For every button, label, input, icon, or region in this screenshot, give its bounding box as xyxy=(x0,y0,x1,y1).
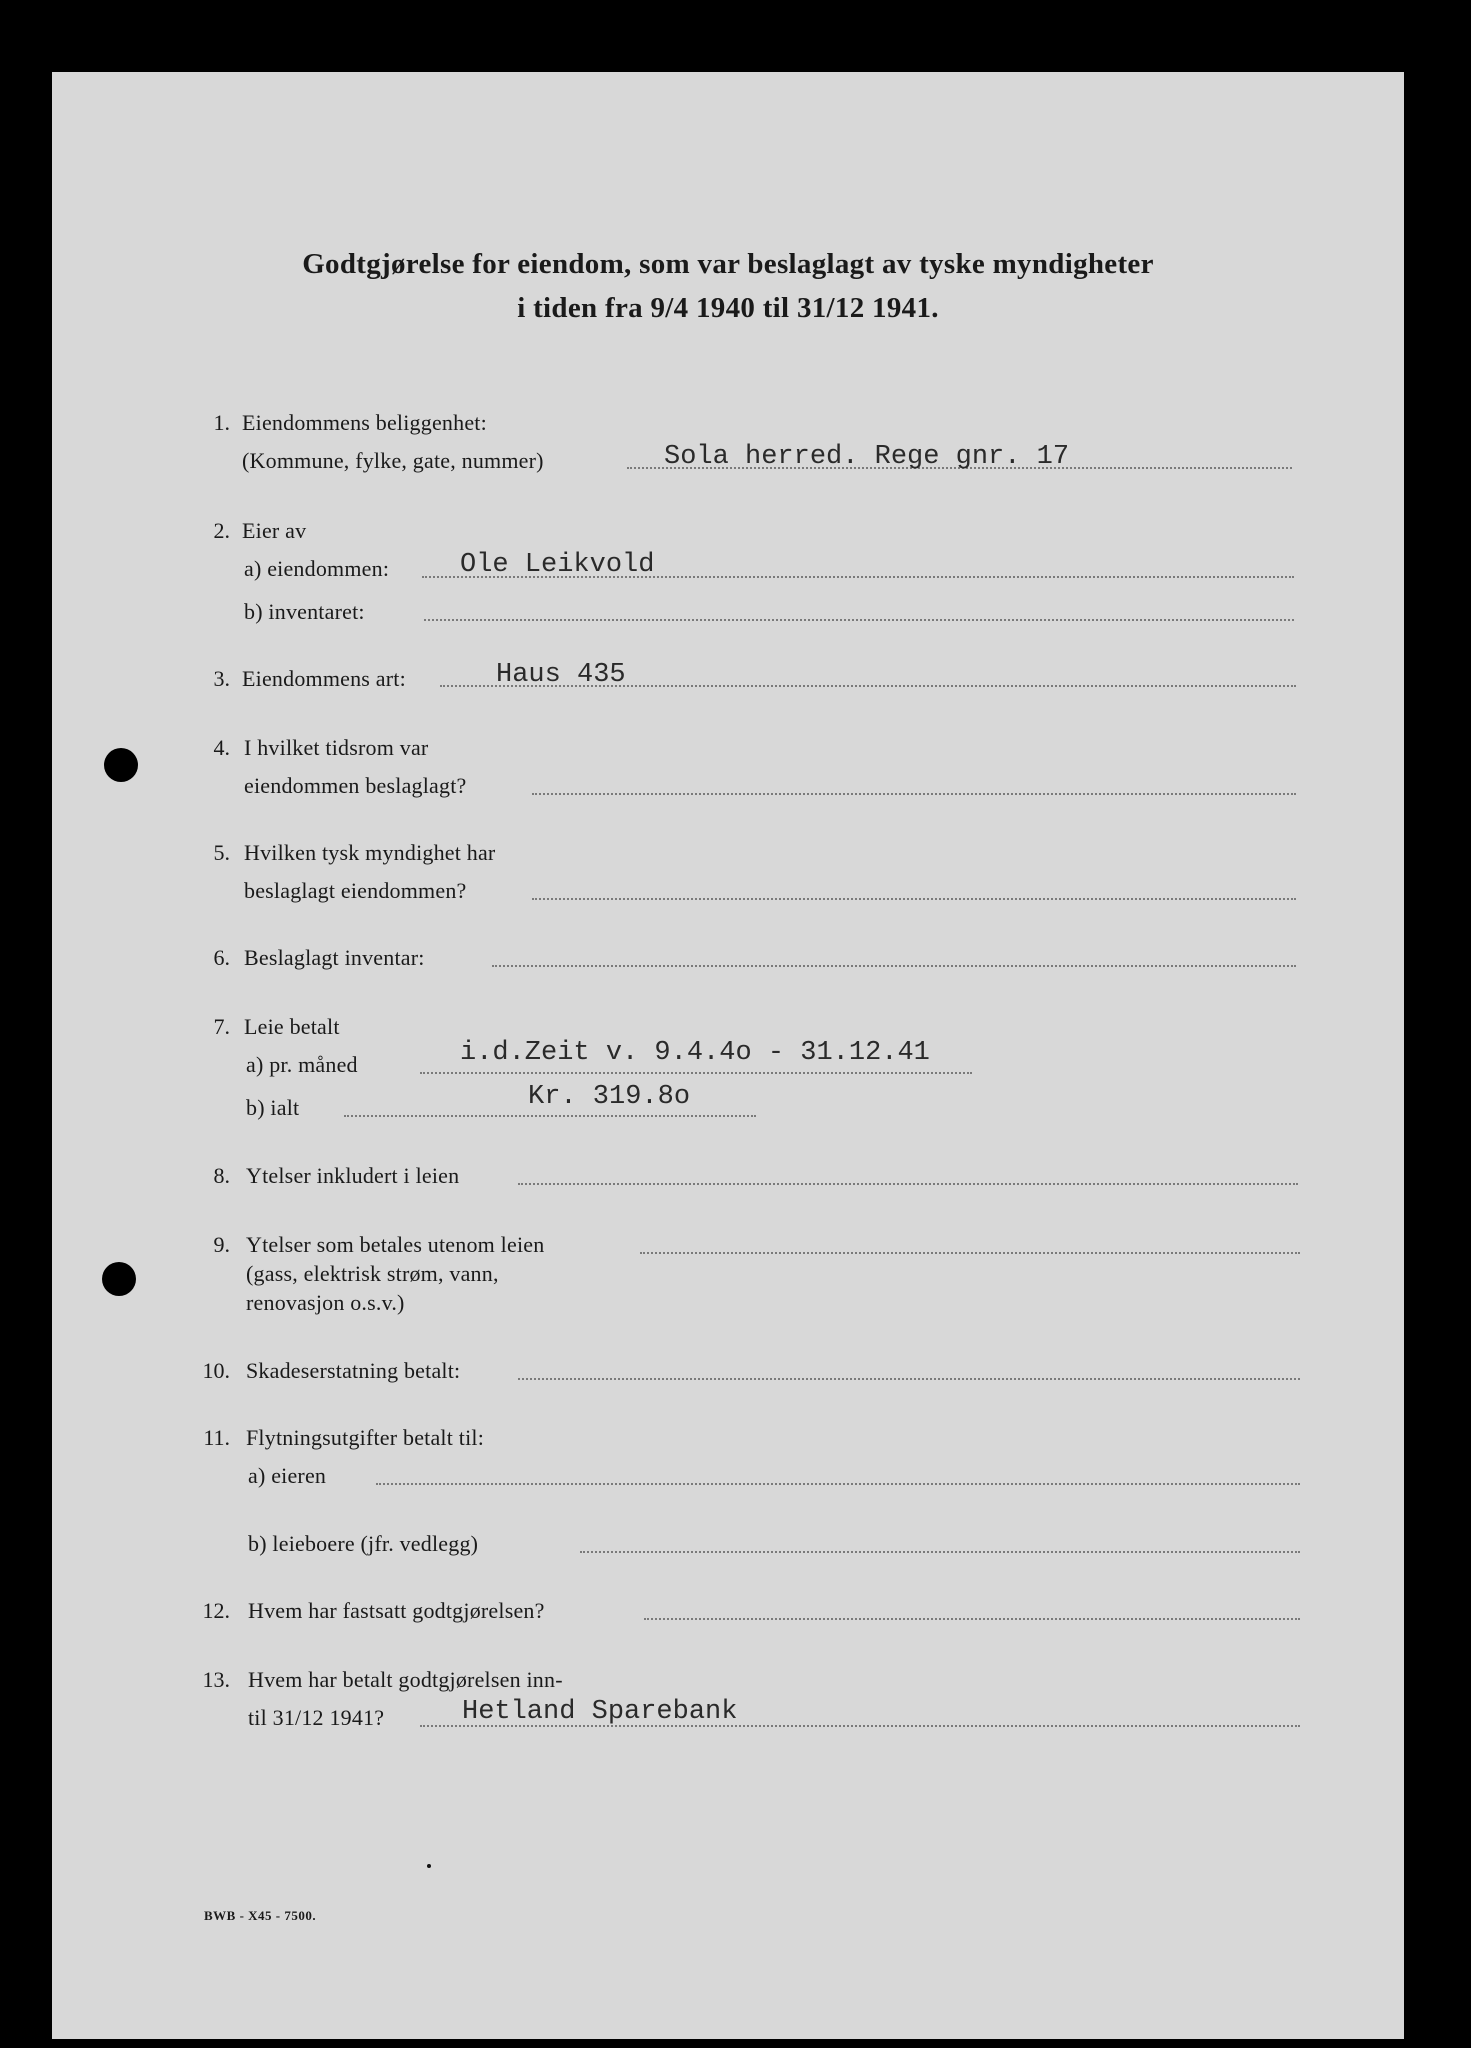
q11-number: 11. xyxy=(203,1425,230,1450)
q4-sublabel: eiendommen beslaglagt? xyxy=(244,773,467,798)
title-line-1: Godtgjørelse for eiendom, som var beslaglagt av tyske myndigheter xyxy=(302,248,1154,280)
q1-value: Sola herred. Rege gnr. 17 xyxy=(664,442,1070,472)
q5-number: 5. xyxy=(213,840,230,865)
q10-label: Skadeserstatning betalt: xyxy=(246,1358,461,1383)
q7a-label: a) pr. måned xyxy=(246,1052,358,1077)
q1-label: Eiendommens beliggenhet: xyxy=(242,410,487,435)
q7a-line xyxy=(420,1072,972,1074)
punch-hole-upper xyxy=(104,748,138,782)
q8-line xyxy=(518,1183,1298,1185)
q7b-label: b) ialt xyxy=(246,1095,300,1120)
q4-number: 4. xyxy=(213,735,230,760)
q3-number: 3. xyxy=(213,666,230,691)
q12-label: Hvem har fastsatt godtgjørelsen? xyxy=(248,1598,545,1623)
q2b-line xyxy=(424,619,1294,621)
q11a-line xyxy=(376,1483,1300,1485)
q9-sublabel-1: (gass, elektrisk strøm, vann, xyxy=(246,1261,499,1286)
q4-label: I hvilket tidsrom var xyxy=(244,735,429,760)
q4-line xyxy=(532,793,1296,795)
title-line-2: i tiden fra 9/4 1940 til 31/12 1941. xyxy=(517,292,939,324)
q3-label: Eiendommens art: xyxy=(242,666,406,691)
q5-label: Hvilken tysk myndighet har xyxy=(244,840,496,865)
q2-number: 2. xyxy=(213,518,230,543)
punch-hole-lower xyxy=(102,1262,136,1296)
q3-value: Haus 435 xyxy=(496,660,626,690)
q11a-label: a) eieren xyxy=(248,1463,327,1488)
q2b-label: b) inventaret: xyxy=(244,599,365,624)
q7-label: Leie betalt xyxy=(244,1014,340,1039)
q2a-value: Ole Leikvold xyxy=(460,550,655,580)
q7-number: 7. xyxy=(213,1014,230,1039)
q10-line xyxy=(518,1378,1300,1380)
q12-line xyxy=(644,1618,1300,1620)
q9-sublabel-2: renovasjon o.s.v.) xyxy=(246,1290,405,1315)
q2-label: Eier av xyxy=(242,518,307,543)
q13-value: Hetland Sparebank xyxy=(462,1697,738,1727)
q11b-line xyxy=(580,1551,1300,1553)
q1-sublabel: (Kommune, fylke, gate, nummer) xyxy=(242,448,544,473)
q11-label: Flytningsutgifter betalt til: xyxy=(246,1425,485,1450)
q5-line xyxy=(532,898,1296,900)
form-title xyxy=(52,242,1404,330)
q1-number: 1. xyxy=(213,410,230,435)
q13-label: Hvem har betalt godtgjørelsen inn- xyxy=(248,1667,563,1692)
q12-number: 12. xyxy=(202,1598,230,1623)
print-code: BWB - X45 - 7500. xyxy=(204,1908,317,1923)
q8-number: 8. xyxy=(213,1163,230,1188)
q7a-value: i.d.Zeit v. 9.4.4o - 31.12.41 xyxy=(460,1038,930,1068)
q7b-value: Kr. 319.8o xyxy=(528,1082,691,1112)
q13-number: 13. xyxy=(202,1667,230,1692)
q7b-line xyxy=(344,1115,756,1117)
q2a-label: a) eiendommen: xyxy=(244,556,390,581)
q10-number: 10. xyxy=(202,1358,230,1383)
form-page xyxy=(52,72,1404,2039)
q9-label: Ytelser som betales utenom leien xyxy=(246,1232,545,1257)
speck xyxy=(427,1864,431,1868)
q6-label: Beslaglagt inventar: xyxy=(244,945,425,970)
q5-sublabel: beslaglagt eiendommen? xyxy=(244,878,467,903)
q6-line xyxy=(492,965,1296,967)
q13-sublabel: til 31/12 1941? xyxy=(248,1705,385,1730)
q11b-label: b) leieboere (jfr. vedlegg) xyxy=(248,1531,479,1556)
q8-label: Ytelser inkludert i leien xyxy=(246,1163,460,1188)
q6-number: 6. xyxy=(213,945,230,970)
q9-number: 9. xyxy=(213,1232,230,1257)
q9-line xyxy=(640,1252,1300,1254)
